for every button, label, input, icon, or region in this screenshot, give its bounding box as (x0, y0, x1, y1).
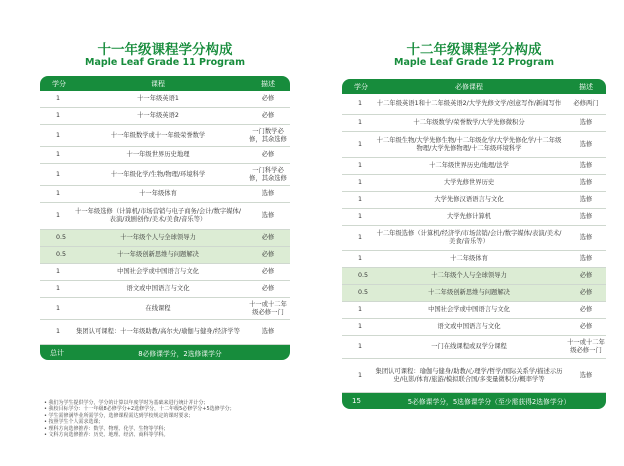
footnotes (44, 400, 324, 438)
course-cell: 在线课程 (145, 304, 171, 312)
credit-cell: 1 (56, 170, 61, 178)
course-cell: 十一年级体育 (139, 190, 177, 197)
credit-cell: 0.5 (358, 272, 369, 279)
table-row (342, 336, 606, 359)
type-cell: 选修 (579, 140, 593, 148)
type-cell: 一门数学必修，其余选修 (249, 127, 287, 143)
course-cell: 大学先修世界历史 (443, 179, 495, 186)
credit-cell: 1 (56, 328, 61, 335)
table-row (40, 91, 290, 108)
type-cell: 选修 (579, 119, 593, 126)
course-cell: 十二年级创新思维与问题解决 (428, 289, 510, 296)
footer-summary: 8必修课学分，2选修课学分 (138, 349, 222, 358)
grade12-subtitle: Maple Leaf Grade 12 Program (394, 57, 554, 68)
course-cell: 中国社会学或中国语言与文化 (117, 268, 199, 275)
type-cell: 必修 (261, 151, 275, 158)
table-row (342, 359, 606, 393)
credit-cell: 1 (56, 212, 61, 219)
credit-cell: 1 (358, 162, 363, 169)
course-cell: 十二年级选修（计算机/经济学/市场营销/会计/数字媒体/表演/美术/美食/音乐等） (376, 230, 562, 245)
table-row (40, 230, 290, 247)
type-cell: 选修 (579, 213, 593, 220)
grade12-table-header (342, 79, 606, 94)
type-cell: 必修两门 (573, 100, 599, 107)
course-cell: 十一年级创新思维与问题解决 (117, 251, 199, 258)
footnote-line: • 文科方向选修推荐：历史、地理、经济、商科等学科。 (44, 432, 169, 439)
grade11-subtitle: Maple Leaf Grade 11 Program (85, 57, 245, 68)
table-row (40, 298, 290, 320)
credit-cell: 1 (358, 306, 363, 313)
table-row (40, 247, 290, 264)
footnote-line: • 理科方向选修推荐：数学、物理、化学、生物等学科； (44, 425, 169, 432)
table-row (40, 164, 290, 186)
header-course: 必修课程 (455, 82, 483, 91)
credit-cell: 1 (56, 95, 61, 102)
credit-cell: 0.5 (358, 289, 369, 296)
type-cell: 必修 (579, 306, 593, 313)
type-cell: 必修 (579, 323, 593, 330)
course-cell: 十二年级数学/荣誉数学/大学先修微积分 (413, 119, 525, 126)
type-cell: 选修 (261, 190, 275, 197)
table-row (342, 115, 606, 132)
table-row (40, 125, 290, 147)
credit-cell: 1 (358, 343, 363, 350)
credit-cell: 1 (358, 140, 363, 148)
table-row (40, 147, 290, 164)
table-row (40, 264, 290, 281)
type-cell: 必修 (261, 268, 275, 275)
footnote-line: • 按照学生个人需求选课； (44, 419, 104, 426)
credit-cell: 1 (358, 371, 363, 379)
credit-cell: 1 (56, 190, 61, 197)
type-cell: 必修 (579, 289, 593, 296)
footer-label: 15 (352, 397, 361, 405)
type-cell: 必修 (261, 251, 275, 258)
table-row (342, 158, 606, 175)
credit-cell: 1 (358, 255, 363, 262)
table-row (40, 320, 290, 345)
credit-cell: 1 (56, 151, 61, 158)
credit-cell: 1 (56, 268, 61, 275)
type-cell: 选修 (579, 234, 593, 241)
course-cell: 语文或中国语言与文化 (126, 285, 190, 292)
credit-cell: 0.5 (56, 251, 67, 258)
type-cell: 必修 (579, 272, 593, 279)
grade12-table-footer (342, 393, 606, 409)
type-cell: 必修 (261, 234, 275, 241)
grade11-table-body (40, 91, 290, 345)
course-cell: 集团认可课程：十一年级助教/高尔夫/瑜伽与健身/经济学等 (76, 328, 240, 335)
type-cell: 选修 (579, 162, 593, 169)
course-cell: 大学先修计算机 (446, 213, 492, 220)
grade12-table-body (342, 94, 606, 393)
course-cell: 十一年级英语2 (137, 112, 179, 119)
footer-summary: 5必修课学分，5选修课学分（至少需获得2选修学分） (407, 398, 571, 406)
table-row (342, 209, 606, 226)
type-cell: 必修 (261, 95, 275, 102)
credit-cell: 0.5 (56, 234, 67, 241)
table-row (342, 192, 606, 209)
credit-cell: 1 (358, 179, 363, 186)
grade11-table-header (40, 76, 290, 91)
type-cell: 必修 (261, 285, 275, 292)
course-cell: 语文或中国语言与文化 (437, 323, 501, 330)
course-cell: 十二年级生物/大学先修生物/十二年级化学/大学先修化学/十二年级物理/大学先修物理/十二年级环境科学 (376, 136, 562, 152)
table-row (342, 251, 606, 268)
credit-cell: 1 (358, 323, 363, 330)
credit-cell: 1 (56, 112, 61, 119)
credit-cell: 1 (358, 119, 363, 126)
course-cell: 十二年级体育 (450, 255, 488, 262)
footnote-line: • 我们为学生提供学分，学分的计算以年度学时为基础来进行统计并计分； (44, 400, 209, 406)
course-cell: 一门在线课程或双学分课程 (431, 343, 507, 350)
table-row (40, 108, 290, 125)
table-row (40, 203, 290, 230)
type-cell: 选修 (261, 328, 275, 335)
table-row (40, 186, 290, 203)
footnote-line: • 学生需修满毕业所需学分，选修课程需达到学校规定的课时要求； (44, 412, 194, 419)
header-course: 课程 (151, 79, 165, 88)
course-cell: 十一年级世界历史地理 (126, 151, 190, 158)
grade12-title: 十二年级课程学分构成 (406, 42, 542, 58)
type-cell: 十一或十二年级必修一门 (567, 339, 605, 354)
credit-cell: 1 (358, 234, 363, 241)
credit-cell: 1 (56, 131, 61, 139)
footnote-line: • 我校目标学分：十一年级8必修学分+2选修学分，十二年级5必修学分+5选修学分； (44, 406, 235, 413)
type-cell: 十一或十二年级必修一门 (249, 300, 287, 316)
course-cell: 十一年级个人与全球领导力 (120, 234, 196, 241)
table-row (342, 319, 606, 336)
header-credit: 学分 (354, 82, 368, 91)
course-cell: 十二年级世界历史/地理/法学 (429, 162, 509, 169)
credit-cell: 1 (358, 196, 363, 203)
grade12-table (342, 79, 606, 409)
type-cell: 选修 (579, 371, 593, 379)
grade11-table-footer (40, 345, 290, 360)
type-cell: 一门科学必修，其余选修 (249, 166, 287, 182)
header-credit: 学分 (52, 79, 66, 88)
course-cell: 十二年级英语1和十二年级英语2/大学先修文学/创意写作/新闻写作 (376, 100, 562, 107)
type-cell: 选修 (579, 196, 593, 203)
table-row (342, 132, 606, 158)
table-row (342, 226, 606, 251)
credit-cell: 1 (56, 285, 61, 292)
course-cell: 大学先修汉语语言与文化 (434, 196, 504, 203)
footer-label: 总计 (50, 348, 64, 357)
table-row (342, 175, 606, 192)
grade11-title: 十一年级课程学分构成 (97, 42, 233, 58)
header-type: 描述 (579, 82, 593, 91)
course-cell: 中国社会学或中国语言与文化 (428, 306, 510, 313)
course-cell: 集团认可课程：瑜伽与健身/助教/心理学/哲学/国际关系学/描述示历史/电影/体育/旅游/模拟联合国/多变量微积分/概率学等 (375, 367, 563, 383)
header-type: 描述 (261, 79, 275, 88)
credit-cell: 1 (358, 213, 363, 220)
course-cell: 十二年级个人与全球领导力 (431, 272, 507, 279)
course-cell: 十一年级数学或十一年级荣誉数学 (110, 131, 206, 139)
grade11-table (40, 76, 290, 360)
table-row (342, 94, 606, 115)
type-cell: 选修 (261, 212, 275, 219)
type-cell: 必修 (261, 112, 275, 119)
table-row (342, 285, 606, 302)
course-cell: 十一年级化学/生物/物理/环境科学 (110, 170, 206, 178)
course-cell: 十一年级英语1 (137, 95, 179, 102)
credit-cell: 1 (56, 304, 61, 312)
credit-cell: 1 (358, 100, 363, 107)
type-cell: 选修 (579, 179, 593, 186)
course-cell: 十一年级选修（计算机/市场营销与电子商务/会计/数字媒体/表演/戏剧创作/美术/美食/音乐等） (75, 208, 241, 223)
table-row (40, 281, 290, 298)
type-cell: 选修 (579, 255, 593, 262)
table-row (342, 268, 606, 285)
table-row (342, 302, 606, 319)
